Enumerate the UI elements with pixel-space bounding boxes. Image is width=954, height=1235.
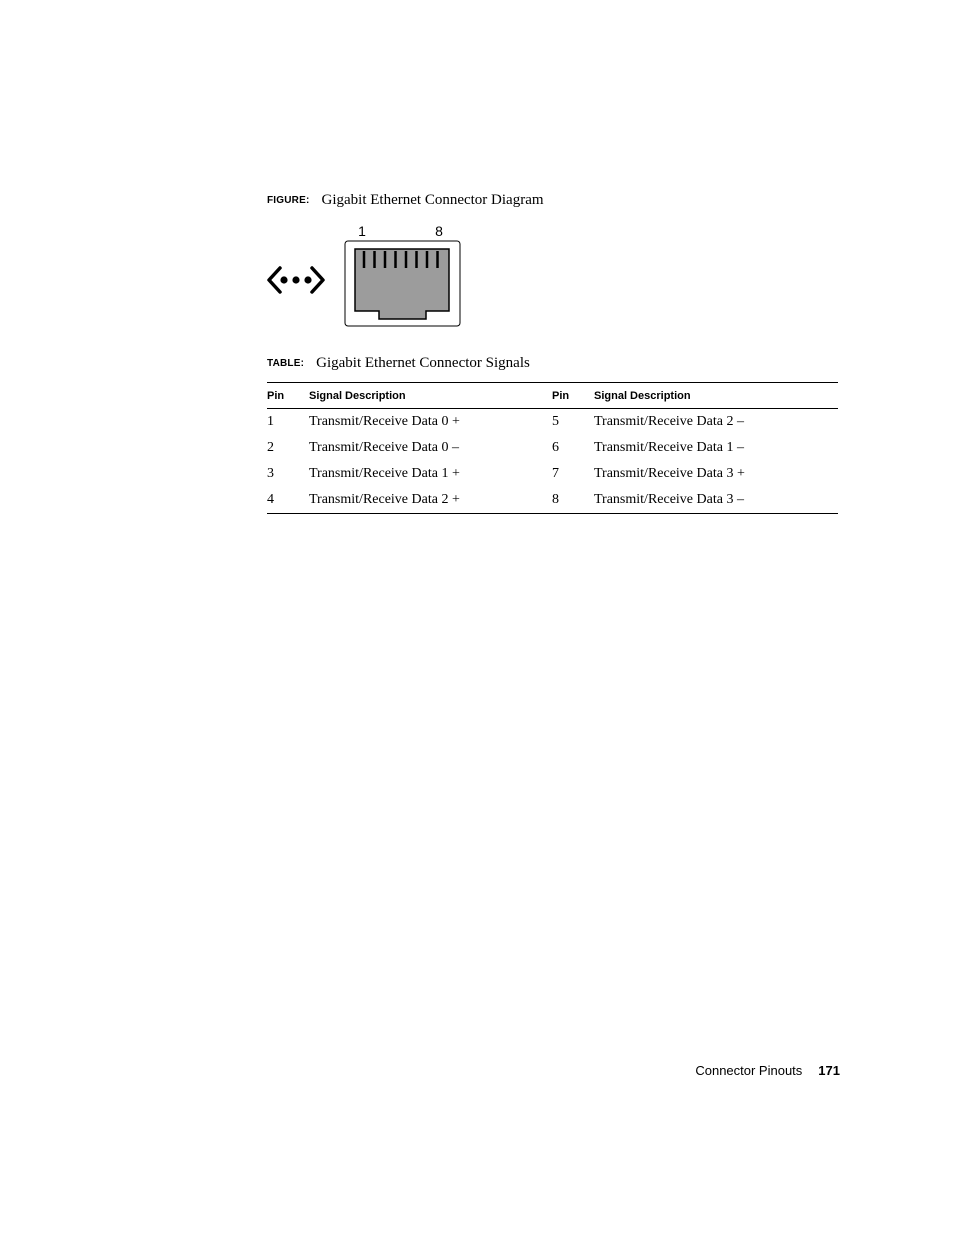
pin-cell: 1 (267, 414, 274, 429)
connector-port (355, 249, 449, 319)
header-signal-description: Signal Description (594, 383, 838, 409)
pin-label-first: 1 (358, 223, 366, 239)
pin-cell: 6 (552, 440, 559, 455)
page-footer (695, 1063, 840, 1078)
table-caption (267, 354, 530, 372)
signal-cell: Transmit/Receive Data 2 + (309, 492, 460, 507)
signal-cell: Transmit/Receive Data 2 – (594, 414, 744, 429)
pin-label-last: 8 (435, 223, 443, 239)
header-pin: Pin (552, 383, 594, 409)
signals-table (267, 382, 838, 514)
pin-cell: 2 (267, 440, 274, 455)
figure-label: FIGURE: (267, 195, 310, 206)
ethernet-network-icon (269, 268, 323, 292)
pin-cell: 5 (552, 414, 559, 429)
table-row (267, 409, 838, 436)
connector-diagram (262, 220, 467, 335)
signal-cell: Transmit/Receive Data 1 + (309, 466, 460, 481)
signal-cell: Transmit/Receive Data 0 + (309, 414, 460, 429)
table-header-row (267, 383, 838, 409)
footer-section-title: Connector Pinouts (695, 1063, 803, 1078)
signal-cell: Transmit/Receive Data 3 + (594, 466, 745, 481)
rj45-connector-svg (262, 220, 467, 330)
page-number: 171 (818, 1063, 840, 1078)
pin-cell: 4 (267, 492, 274, 507)
figure-caption (267, 191, 544, 209)
signal-cell: Transmit/Receive Data 0 – (309, 440, 459, 455)
signal-cell: Transmit/Receive Data 3 – (594, 492, 744, 507)
table-label: TABLE: (267, 358, 305, 369)
signal-cell: Transmit/Receive Data 1 – (594, 440, 744, 455)
table-row (267, 435, 838, 461)
pin-cell: 3 (267, 466, 274, 481)
header-pin: Pin (267, 383, 309, 409)
pin-cell: 7 (552, 466, 559, 481)
table-row (267, 461, 838, 487)
table-title: Gigabit Ethernet Connector Signals (316, 355, 530, 371)
pin-cell: 8 (552, 492, 559, 507)
table-row (267, 487, 838, 514)
header-signal-description: Signal Description (309, 383, 552, 409)
figure-title: Gigabit Ethernet Connector Diagram (321, 192, 544, 208)
